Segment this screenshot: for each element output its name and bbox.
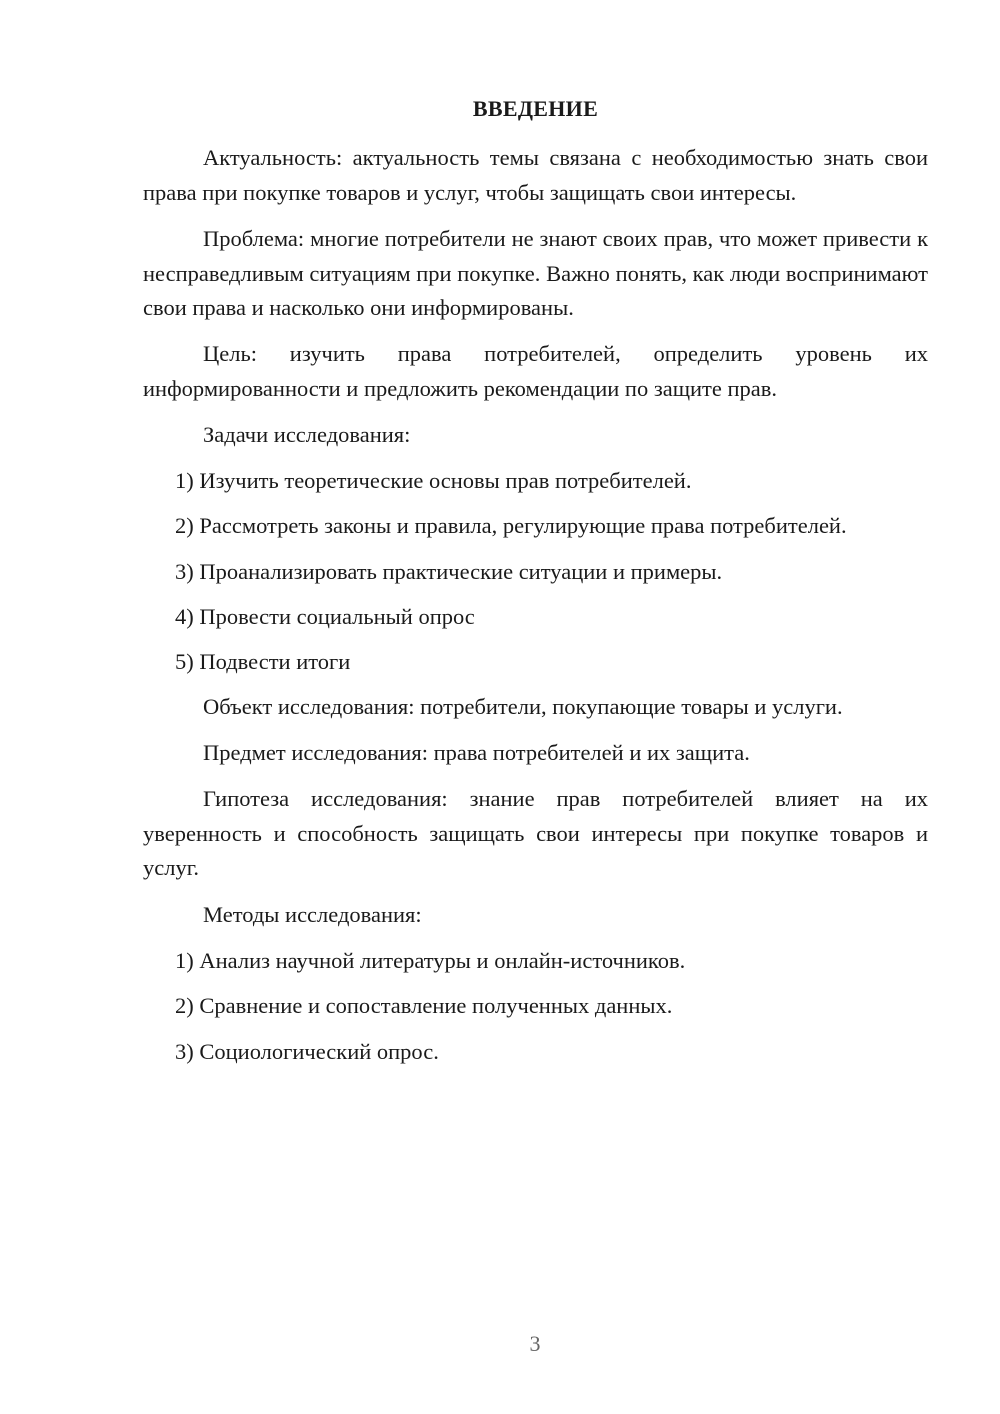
page-number: 3 (529, 1331, 541, 1356)
task-item: 3) Проанализировать практические ситуации и примеры. (175, 559, 723, 584)
subject-paragraph: Предмет исследования: права потребителей и их защита. (203, 740, 750, 765)
method-item: 3) Социологический опрос. (175, 1039, 439, 1064)
hypothesis-paragraph: Гипотеза исследования: знание прав потребителей влияет на их уверенность и способность защищать свои интересы при покупке товаров и услуг. (143, 786, 928, 880)
goal-paragraph: Цель: изучить права потребителей, определить уровень их информированности и предложить рекомендации по защите прав. (143, 341, 928, 401)
task-item: 2) Рассмотреть законы и правила, регулирующие права потребителей. (175, 513, 847, 538)
task-item: 1) Изучить теоретические основы прав потребителей. (175, 468, 692, 493)
tasks-heading: Задачи исследования: (203, 422, 411, 447)
page-title: ВВЕДЕНИЕ (472, 96, 599, 121)
task-item: 4) Провести социальный опрос (175, 604, 475, 629)
method-item: 2) Сравнение и сопоставление полученных данных. (175, 993, 673, 1018)
relevance-paragraph: Актуальность: актуальность темы связана с необходимостью знать свои права при покупке товаров и услуг, чтобы защищать свои интересы. (143, 145, 928, 205)
task-item: 5) Подвести итоги (175, 649, 351, 674)
method-item: 1) Анализ научной литературы и онлайн-источников. (175, 948, 686, 973)
object-paragraph: Объект исследования: потребители, покупающие товары и услуги. (203, 694, 843, 719)
methods-heading: Методы исследования: (203, 902, 422, 927)
problem-paragraph: Проблема: многие потребители не знают своих прав, что может привести к несправедливым ситуациям при покупке. Важно понять, как люди воспринимают свои права и насколько они информированы. (143, 226, 928, 320)
